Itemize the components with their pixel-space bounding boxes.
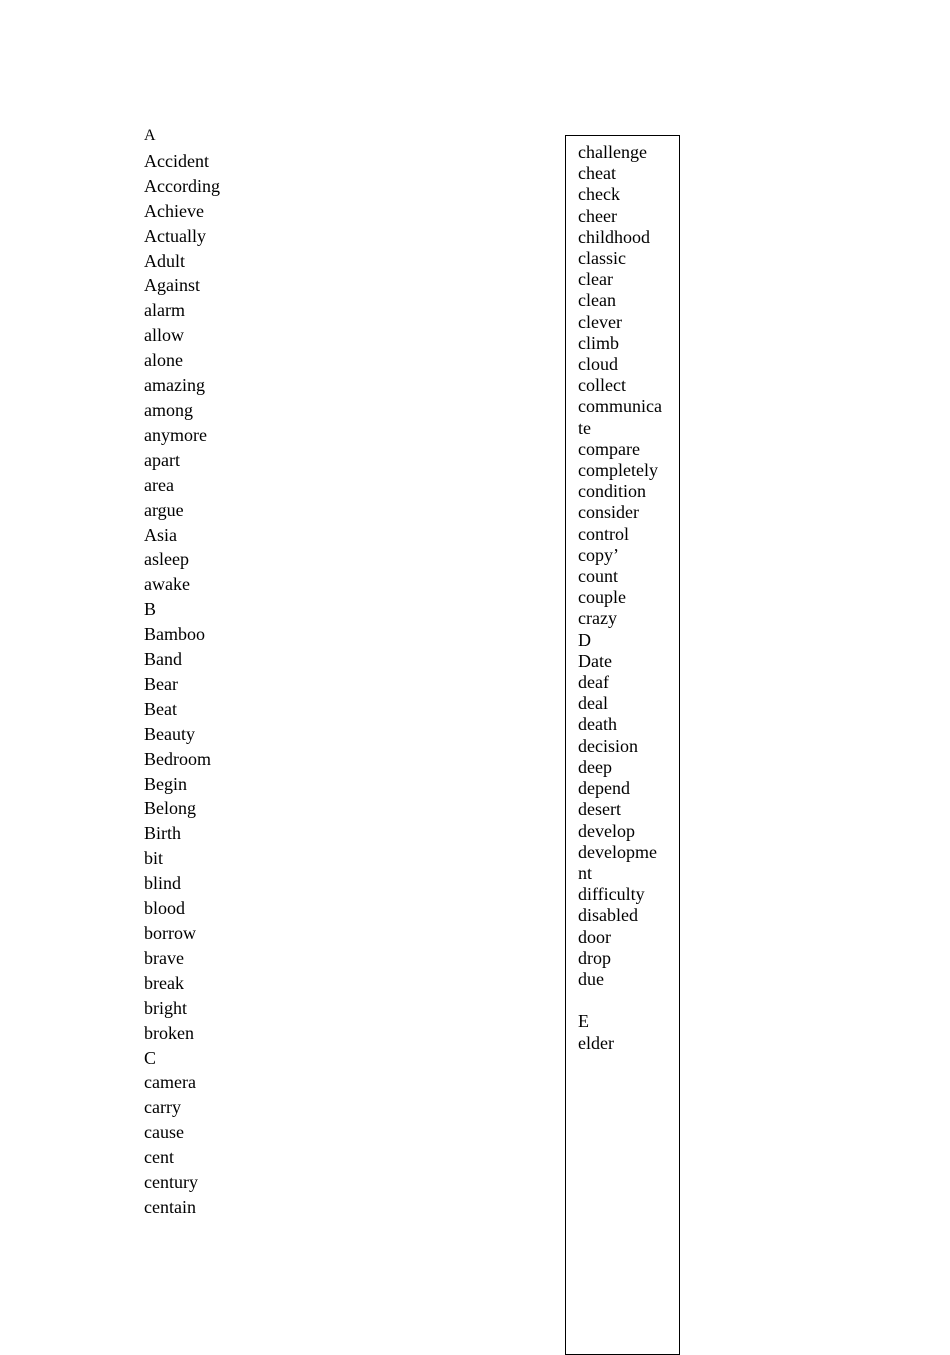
word-item: deal [578, 693, 608, 714]
word-item: compare [578, 438, 640, 459]
word-item: clever [578, 311, 622, 332]
word-item: drop [578, 947, 611, 968]
word-item: check [578, 184, 620, 205]
word-item: Band [144, 649, 182, 670]
section-letter-d: D [578, 629, 591, 650]
word-item: amazing [144, 375, 205, 396]
word-item: nt [578, 862, 593, 883]
word-item: count [578, 566, 618, 587]
word-item: area [144, 474, 174, 495]
word-item: cheat [578, 163, 616, 184]
blank-line-spacer [578, 990, 678, 1011]
word-item: blind [144, 873, 182, 894]
word-item: Bedroom [144, 748, 211, 769]
word-item: Actually [144, 225, 206, 246]
word-item: deep [578, 756, 612, 777]
word-item: childhood [578, 226, 650, 247]
word-item: broken [144, 1022, 194, 1043]
right-word-list [578, 142, 678, 1054]
word-item: completely [578, 460, 658, 481]
word-item: control [578, 523, 629, 544]
word-item: blood [144, 898, 186, 919]
word-item: Achieve [144, 200, 204, 221]
word-item: Adult [144, 250, 186, 271]
word-item: develop [578, 820, 635, 841]
word-item: deaf [578, 672, 609, 693]
word-item: Beauty [144, 723, 195, 744]
word-item: cent [144, 1147, 174, 1168]
word-item: decision [578, 735, 638, 756]
word-item: asleep [144, 549, 189, 570]
word-item: copy’ [578, 544, 619, 565]
word-item: condition [578, 481, 646, 502]
bordered-text-box [565, 135, 680, 1355]
word-item: desert [578, 799, 621, 820]
word-item: among [144, 399, 193, 420]
word-item: camera [144, 1072, 196, 1093]
word-item: collect [578, 375, 626, 396]
word-item: centain [144, 1196, 196, 1217]
word-item: Date [578, 650, 612, 671]
word-item: cloud [578, 354, 618, 375]
word-item: developme [578, 841, 657, 862]
word-item: Begin [144, 773, 187, 794]
left-word-list [144, 124, 444, 1220]
word-item: borrow [144, 923, 196, 943]
word-item: communica [578, 396, 662, 417]
word-item: couple [578, 587, 626, 608]
word-item: clear [578, 269, 613, 290]
word-item: clean [578, 290, 616, 311]
word-item: break [144, 972, 184, 993]
word-item: difficulty [578, 884, 645, 905]
word-item: Accident [144, 150, 209, 171]
word-item: consider [578, 502, 639, 523]
word-item: Asia [144, 524, 177, 545]
word-item: Beat [144, 698, 177, 719]
word-item: elder [578, 1032, 614, 1053]
word-item: argue [144, 499, 184, 520]
section-letter-c: C [144, 1047, 157, 1068]
word-item: Bear [144, 673, 178, 694]
word-item: brave [144, 947, 184, 968]
word-item: alarm [144, 300, 185, 321]
word-item: classic [578, 248, 626, 269]
word-item: te [578, 417, 591, 438]
word-item: depend [578, 778, 630, 799]
word-item: carry [144, 1097, 181, 1118]
word-item: door [578, 926, 611, 947]
word-item: bright [144, 997, 187, 1018]
word-item: disabled [578, 905, 638, 926]
section-letter-b: B [144, 599, 157, 620]
word-item: Against [144, 275, 200, 296]
word-item: Bamboo [144, 624, 205, 645]
section-letter-a: A [144, 127, 156, 144]
word-item: allow [144, 325, 184, 346]
word-item: apart [144, 449, 180, 470]
word-item: crazy [578, 608, 617, 629]
word-item: climb [578, 332, 619, 353]
word-item: challenge [578, 142, 647, 162]
word-item: awake [144, 574, 190, 595]
word-item: Belong [144, 798, 196, 819]
word-item: due [578, 968, 604, 989]
word-item: death [578, 714, 617, 735]
word-item: alone [144, 350, 183, 371]
word-item: century [144, 1172, 198, 1193]
word-item: bit [144, 848, 164, 869]
word-item: cheer [578, 205, 617, 226]
word-item: Birth [144, 823, 182, 844]
section-letter-e: E [578, 1011, 589, 1032]
word-item: According [144, 175, 220, 196]
word-item: cause [144, 1122, 184, 1143]
word-item: anymore [144, 424, 207, 445]
